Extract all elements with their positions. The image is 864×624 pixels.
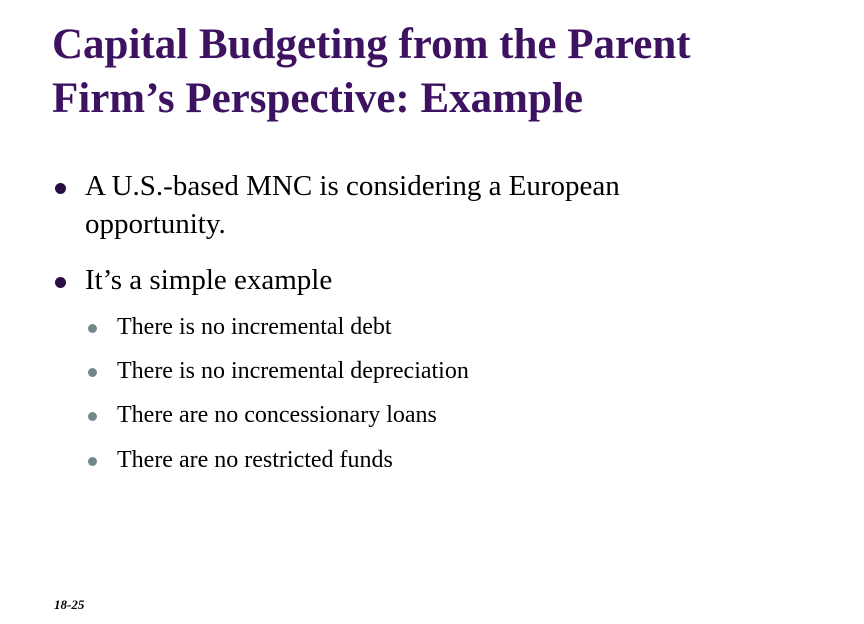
page-number: 18-25 — [54, 597, 85, 612]
slide-title-line-2: Firm’s Perspective: Example — [52, 75, 583, 122]
sub-bullet-text: There are no concessionary loans — [117, 402, 437, 428]
bullet-text: opportunity. — [85, 208, 226, 240]
bullet-dot-icon — [55, 277, 66, 288]
sub-bullet-dot-icon — [88, 368, 97, 377]
bullet-text: It’s a simple example — [85, 264, 333, 296]
sub-bullet-dot-icon — [88, 457, 97, 466]
bullet-text: A U.S.-based MNC is considering a European — [85, 170, 620, 202]
sub-bullet-text: There is no incremental debt — [117, 314, 392, 340]
sub-bullet-dot-icon — [88, 324, 97, 333]
sub-bullet-dot-icon — [88, 412, 97, 421]
sub-bullet-text: There are no restricted funds — [117, 447, 393, 473]
slide-title — [52, 18, 842, 126]
sub-bullet-text: There is no incremental depreciation — [117, 358, 469, 384]
bullet-dot-icon — [55, 183, 66, 194]
slide-title-line-1: Capital Budgeting from the Parent — [52, 21, 691, 68]
